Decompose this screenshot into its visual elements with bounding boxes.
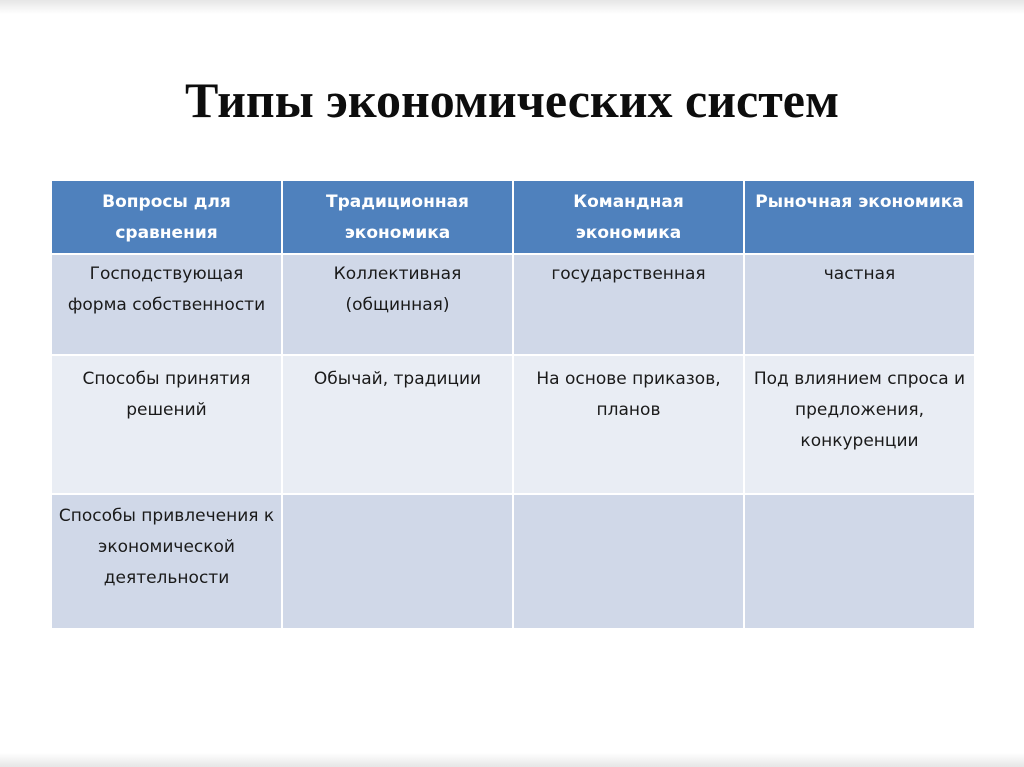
table-row [51, 494, 975, 629]
slide-bottom-shadow [0, 753, 1024, 767]
slide-top-shadow [0, 0, 1024, 14]
table-header-row [51, 180, 975, 254]
table-row [51, 355, 975, 494]
header-cell-traditional: Традиционная экономика [282, 180, 513, 254]
table-cell: Коллективная (общинная) [282, 254, 513, 355]
table-cell-empty [513, 494, 744, 629]
header-cell-market: Рыночная экономика [744, 180, 975, 254]
table-cell: Под влиянием спроса и предложения, конкуренции [744, 355, 975, 494]
table-cell-empty [282, 494, 513, 629]
table-cell: Господствующая форма собственности [51, 254, 282, 355]
header-cell-command: Командная экономика [513, 180, 744, 254]
table-row [51, 254, 975, 355]
table-cell: государственная [513, 254, 744, 355]
table-cell: Обычай, традиции [282, 355, 513, 494]
table-cell: Способы принятия решений [51, 355, 282, 494]
comparison-table [50, 179, 976, 630]
table-cell-empty [744, 494, 975, 629]
table-cell: частная [744, 254, 975, 355]
table-cell: Способы привлечения к экономической деятельности [51, 494, 282, 629]
table-cell: На основе приказов, планов [513, 355, 744, 494]
header-cell-questions: Вопросы для сравнения [51, 180, 282, 254]
slide-title: Типы экономических систем [184, 72, 840, 128]
